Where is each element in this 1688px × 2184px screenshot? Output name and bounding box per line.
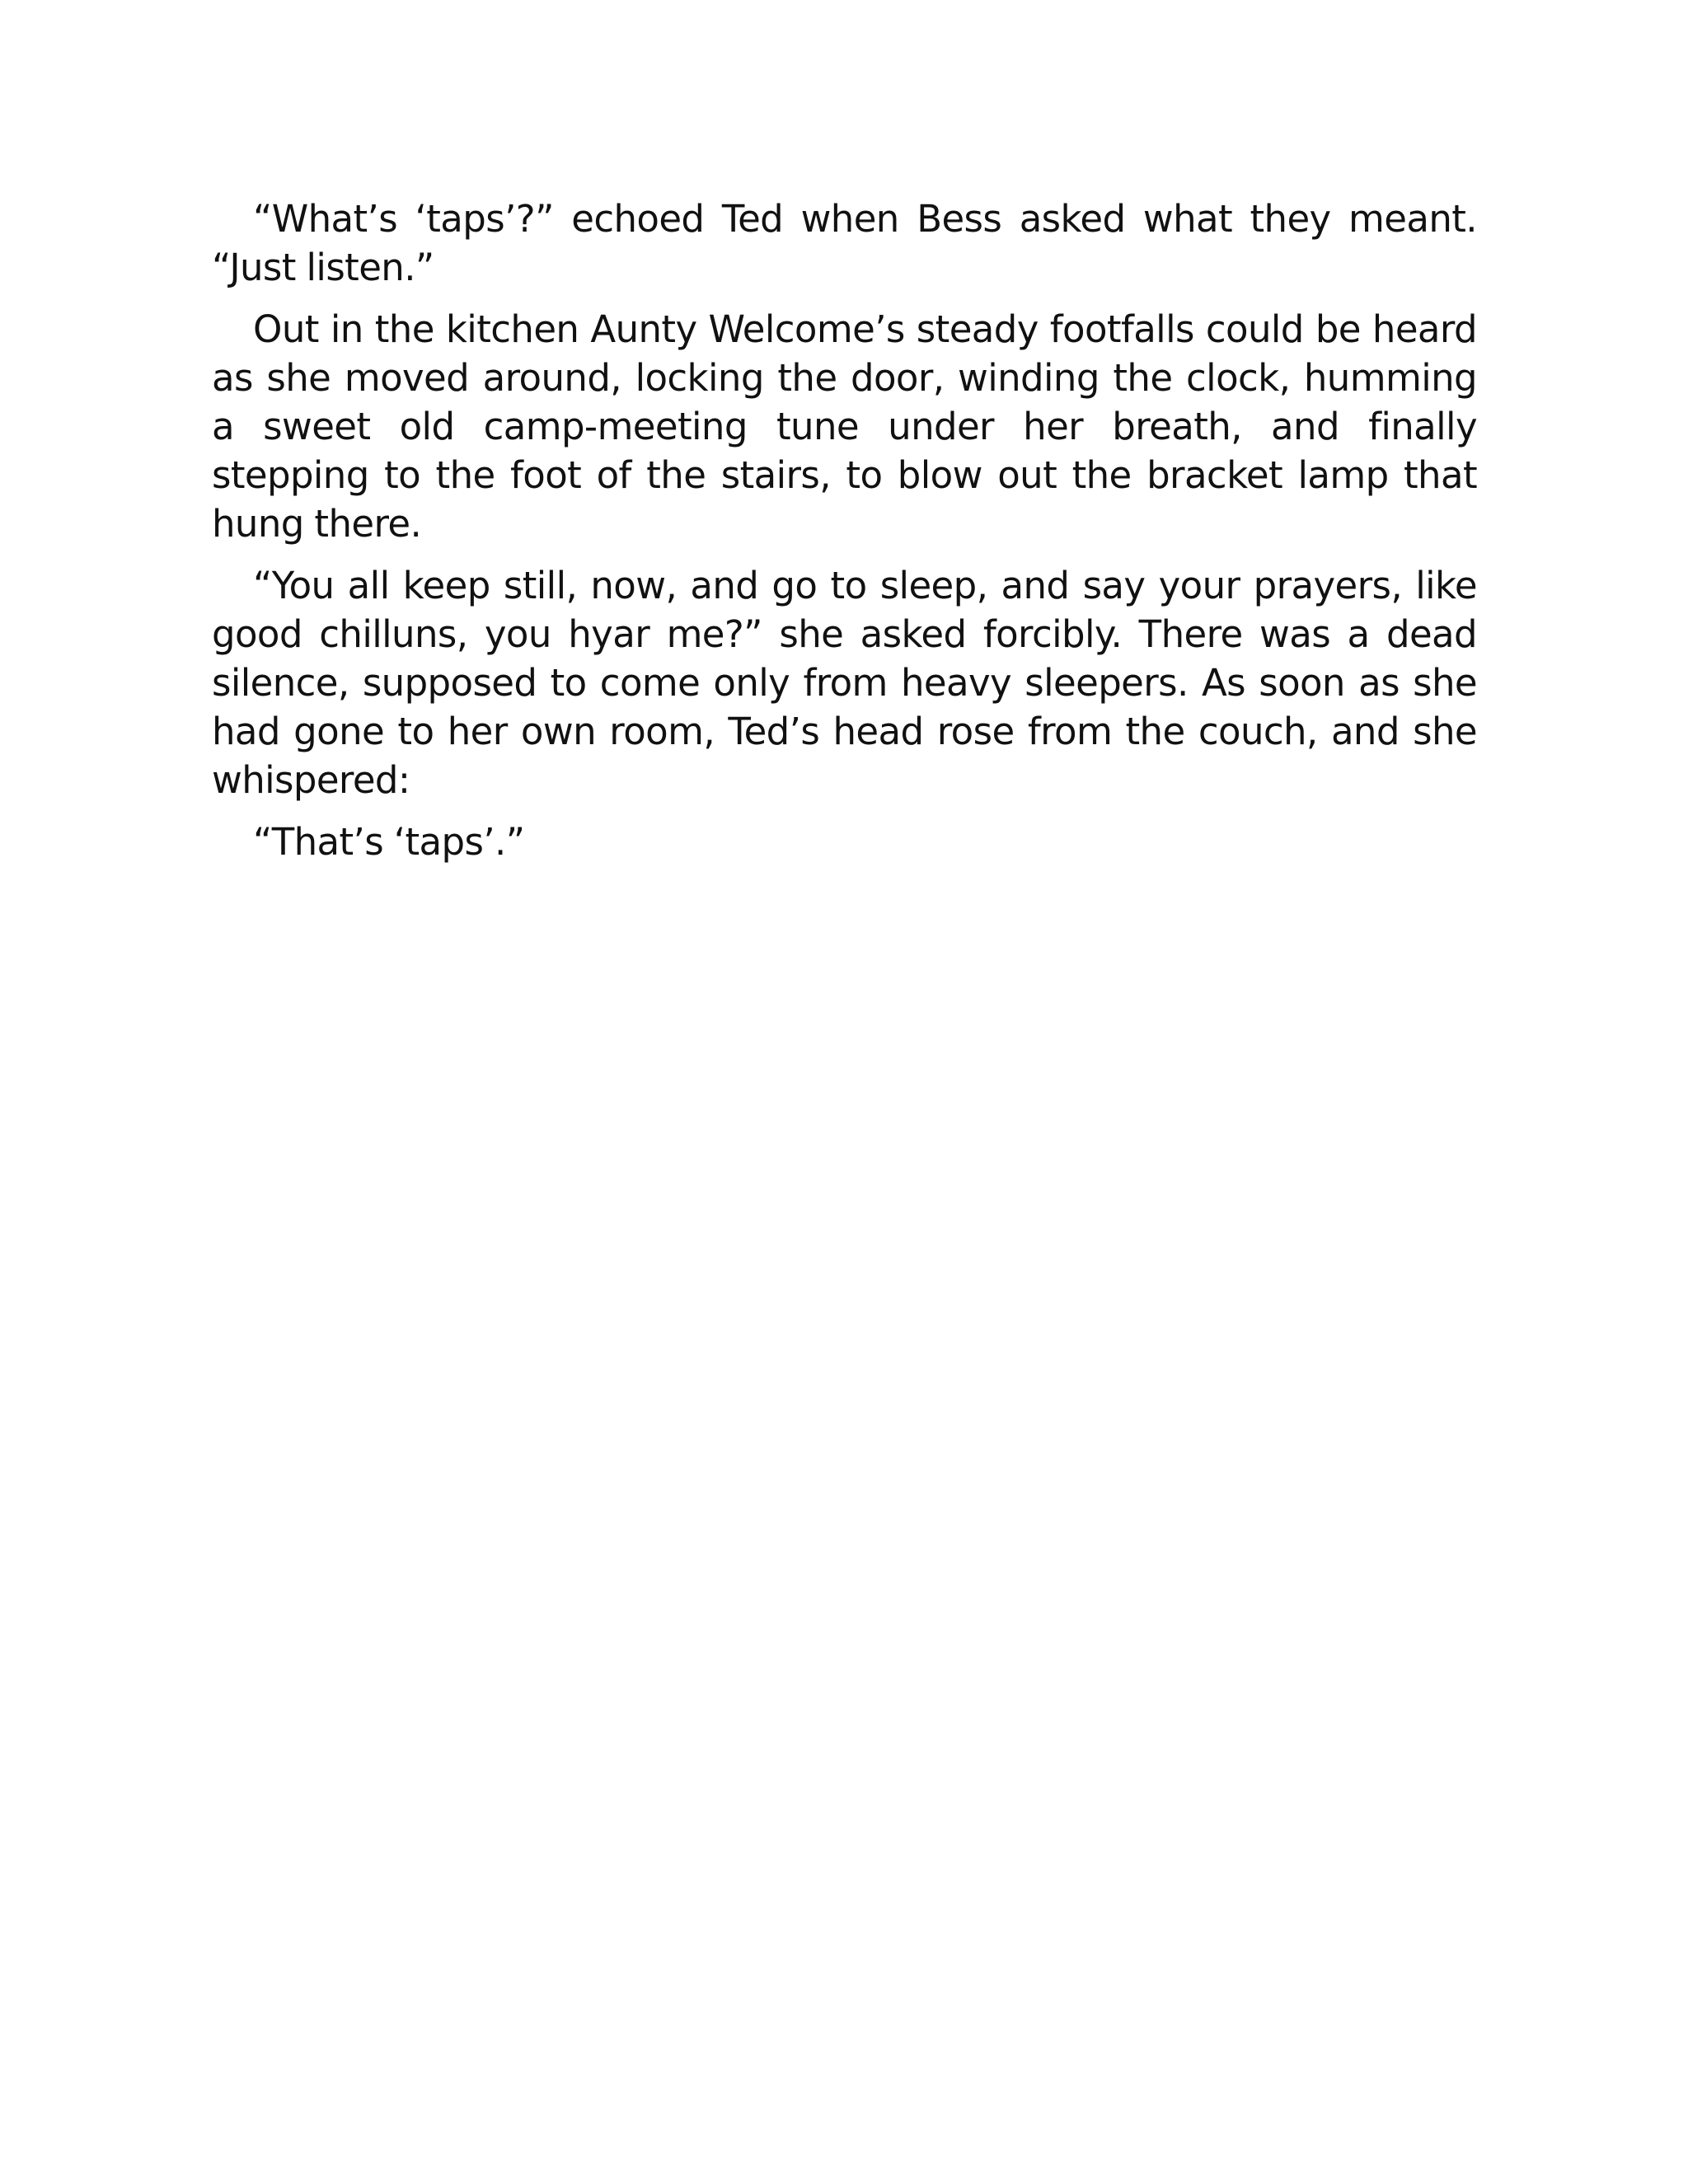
body-text: [212, 194, 1477, 879]
paragraph-2: Out in the kitchen Aunty Welcome’s steady footfalls could be heard as she moved around, locking the door, winding the clock, humming a sweet old camp-meeting tune under her breath, and finally stepping to the foot of the stairs, to blow out the bracket lamp that hung there.: [212, 307, 1477, 546]
paragraph-1: “What’s ‘taps’?” echoed Ted when Bess asked what they meant. “Just listen.”: [212, 197, 1477, 289]
paragraph-3: “You all keep still, now, and go to sleep, and say your prayers, like good chilluns, you hyar me?” she asked forcibly. There was a dead silence, supposed to come only from heavy sleepers. As soon as she had gone to her own room, Ted’s head rose from the couch, and she whispered:: [212, 564, 1477, 802]
paragraph-4: “That’s ‘taps’.”: [253, 820, 525, 864]
